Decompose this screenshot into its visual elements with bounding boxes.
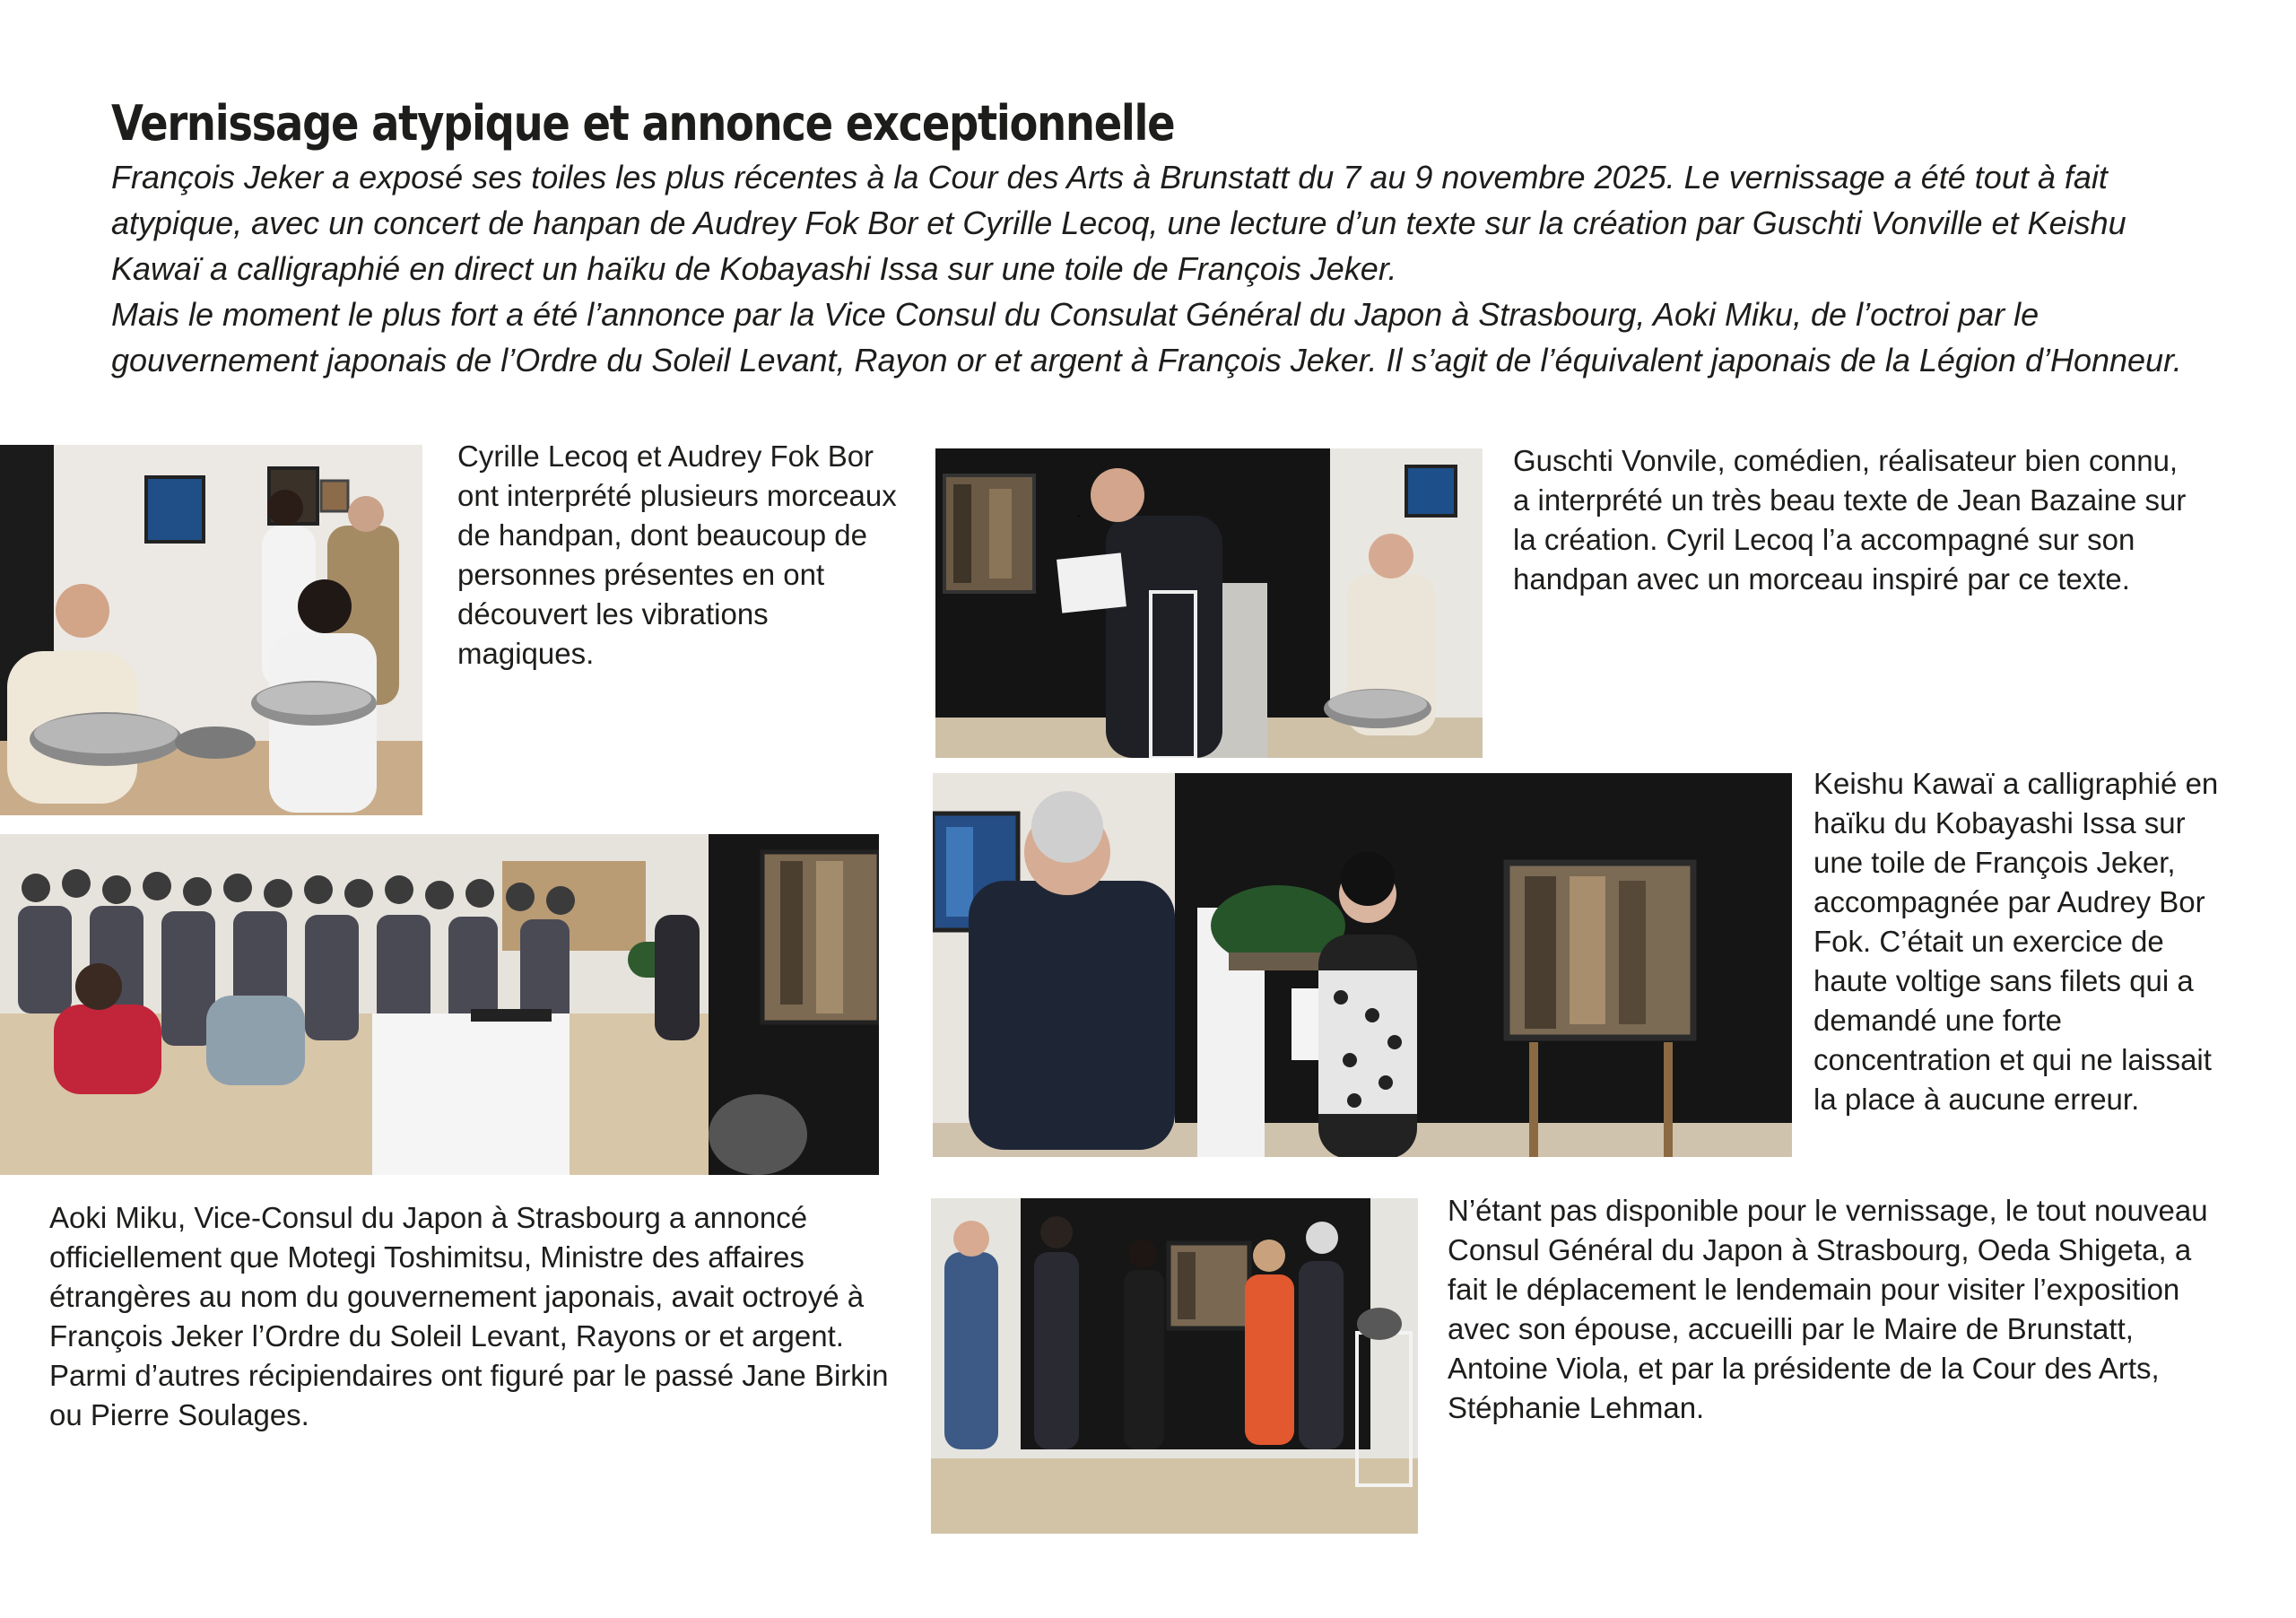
caption-text: Guschti Vonvile, comédien, réalisateur bien connu, a interprété un très beau texte de Jean Bazaine sur la création. Cyril Lecoq l’a accompagné sur son handpan avec un morceau inspiré par ce texte. xyxy=(1513,444,2187,596)
caption-calligraphy xyxy=(1813,764,2226,1119)
intro-paragraph: François Jeker a exposé ses toiles les plus récentes à la Cour des Arts à Brunstatt du 7 au 9 novembre 2025. Le vernissage a été tout à fait atypique, avec un concert de hanpan de Audrey Fok Bor et Cyrille Lecoq, une lecture d’un texte sur la création par Guschti Vonville et Keishu Kawaï a calligraphié en direct un haïku de Kobayashi Issa sur une toile de François Jeker. xyxy=(111,159,2126,287)
caption-text: Keishu Kawaï a calligraphié en haïku du Kobayashi Issa sur une toile de François Jeker, accompagnée par Audrey Bor Fok. C’était un exercice de haute voltige sans filets qui a demandé une forte concentration et qui ne laissait la place à aucune erreur. xyxy=(1813,767,2219,1116)
caption-reading xyxy=(1513,441,2195,599)
caption-handpan xyxy=(457,437,906,674)
photo-consul-visit xyxy=(931,1198,1418,1534)
photo-calligraphy xyxy=(933,773,1792,1157)
caption-text: Aoki Miku, Vice-Consul du Japon à Strasbourg a annoncé officiellement que Motegi Toshimitsu, Ministre des affaires étrangères au nom du gouvernement japonais, avait octroyé à François Jeker l’Ordre du Soleil Levant, Rayons or et argent. Parmi d’autres récipiendaires ont figuré par le passé Jane Birkin ou Pierre Soulages. xyxy=(49,1201,889,1431)
caption-consul xyxy=(1448,1191,2237,1428)
caption-text: N’étant pas disponible pour le vernissage, le tout nouveau Consul Général du Japon à Strasbourg, Oeda Shigeta, a fait le déplacement le lendemain pour visiter l’exposition avec son épouse, accueilli par le Maire de Brunstatt, Antoine Viola, et par la présidente de la Cour des Arts, Stéphanie Lehman. xyxy=(1448,1194,2208,1424)
article-title: Vernissage atypique et annonce exceptionnelle xyxy=(111,95,1175,152)
article-intro xyxy=(111,154,2201,383)
caption-text: Cyrille Lecoq et Audrey Fok Bor ont interprété plusieurs morceaux de handpan, dont beaucoup de personnes présentes en ont découvert les vibrations magiques. xyxy=(457,439,897,670)
photo-audience-announcement xyxy=(0,834,879,1175)
caption-announcement xyxy=(49,1198,892,1435)
intro-paragraph: Mais le moment le plus fort a été l’annonce par la Vice Consul du Consulat Général du Japon à Strasbourg, Aoki Miku, de l’octroi par le gouvernement japonais de l’Ordre du Soleil Levant, Rayon or et argent à François Jeker. Il s’agit de l’équivalent japonais de la Légion d’Honneur. xyxy=(111,296,2182,378)
photo-text-reading xyxy=(935,448,1483,758)
photo-handpan-concert xyxy=(0,445,422,815)
